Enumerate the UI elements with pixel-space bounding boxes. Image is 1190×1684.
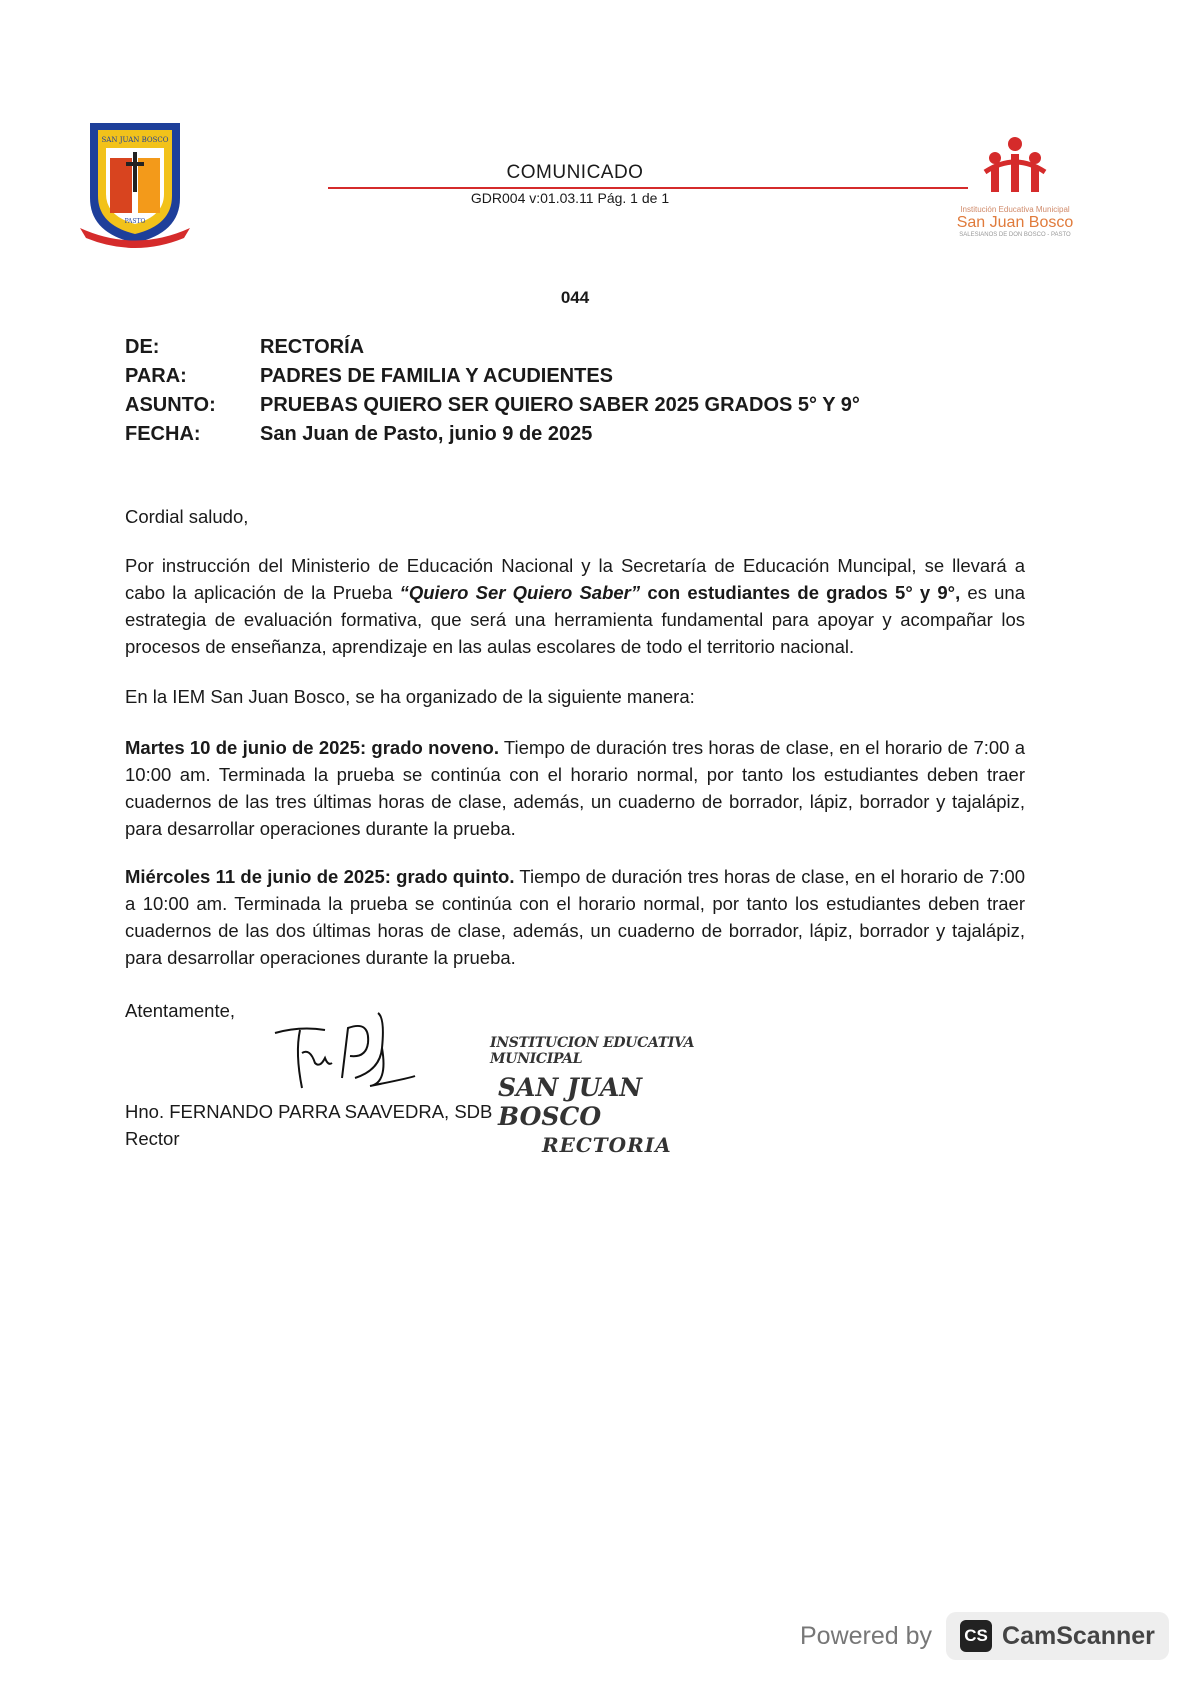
paragraph-intro (125, 552, 1025, 660)
meta-row-from (125, 336, 860, 365)
document-code: GDR004 v:01.03.11 Pág. 1 de 1 (470, 190, 670, 206)
paragraph-organization: En la IEM San Juan Bosco, se ha organizado de la siguiente manera: (125, 686, 695, 707)
rector-stamp (490, 1035, 750, 1157)
bold-span: Miércoles 11 de junio de 2025: grado quinto. (125, 866, 515, 887)
meta-value: RECTORÍA (260, 336, 365, 358)
meta-label: FECHA: (125, 423, 201, 445)
text-span: Por instrucción del Ministerio de Educación Nacional y la Secretaría de Educación Muncipal, se llevará a cabo la aplicación de la Prueba (125, 555, 1025, 603)
text-span: Tiempo de duración tres horas de clase, en el horario de 7:00 a 10:00 am. Terminada la prueba se continúa con el horario normal, por tanto los estudiantes deben traer cuadernos de las tres últimas horas de clase, además, un cuaderno de borrador, lápiz, borrador y tajalápiz, para desarrollar operaciones durante la prueba. (125, 737, 1025, 839)
signer-role: Rector (125, 1128, 180, 1149)
svg-text:SAN JUAN BOSCO: SAN JUAN BOSCO (101, 136, 169, 144)
bold-span: Martes 10 de junio de 2025: grado noveno. (125, 737, 499, 758)
text-span: es una estrategia de evaluación formativa, que será una herramienta fundamental para apoyar y acompañar los procesos de enseñanza, aprendizaje en las aulas escolares de todo el territorio nacional. (125, 582, 1026, 657)
memo-header (125, 336, 860, 452)
camscanner-icon: CS (960, 1620, 992, 1652)
closing: Atentamente, (125, 1000, 236, 1021)
meta-value: PRUEBAS QUIERO SER QUIERO SABER 2025 GRADOS 5° Y 9° (260, 394, 860, 416)
meta-label: ASUNTO: (125, 394, 216, 416)
stamp-line-office: RECTORIA (542, 1133, 672, 1157)
document-title: COMUNICADO (506, 162, 644, 183)
camscanner-watermark (800, 1608, 1169, 1664)
logo-name: San Juan Bosco (956, 214, 1074, 231)
powered-by-text: Powered by (800, 1621, 933, 1650)
meta-value: San Juan de Pasto, junio 9 de 2025 (260, 423, 593, 445)
greeting: Cordial saludo, (125, 506, 249, 527)
meta-row-subject (125, 394, 860, 423)
stamp-line-school: SAN JUAN BOSCO (498, 1073, 643, 1131)
bold-span: con estudiantes de grados 5° y 9°, (640, 582, 961, 603)
quoted-test-name: “Quiero Ser Quiero Saber” (399, 582, 641, 603)
paragraph-wednesday (125, 863, 1025, 971)
svg-text:PASTO: PASTO (124, 218, 146, 225)
text-span: Tiempo de duración tres horas de clase, en el horario de 7:00 a 10:00 am. Terminada la prueba se continúa con el horario normal, por tanto los estudiantes deben traer cuadernos de las dos últimas horas de clase, además, un cuaderno de borrador, lápiz, borrador y tajalápiz, para desarrollar operaciones durante la prueba. (125, 866, 1026, 968)
people-logo-icon (945, 132, 1085, 202)
logo-subtitle: Institución Educativa Municipal (960, 205, 1070, 214)
meta-row-to (125, 365, 860, 394)
stamp-line-institution: INSTITUCION EDUCATIVA MUNICIPAL (490, 1035, 695, 1067)
document-number: 044 (560, 288, 590, 307)
signer-name: Hno. FERNANDO PARRA SAAVEDRA, SDB (125, 1101, 493, 1122)
header-divider (328, 187, 968, 189)
meta-label: DE: (125, 336, 160, 358)
meta-value: PADRES DE FAMILIA Y ACUDIENTES (260, 365, 614, 387)
meta-row-date (125, 423, 860, 452)
signer-block (125, 1098, 492, 1152)
signature-icon (270, 1008, 420, 1098)
institution-logo (945, 132, 1085, 257)
logo-tagline: SALESIANOS DE DON BOSCO - PASTO (959, 232, 1071, 238)
paragraph-tuesday (125, 734, 1025, 842)
meta-label: PARA: (125, 365, 187, 387)
camscanner-badge (946, 1612, 1169, 1660)
school-crest-icon (80, 118, 190, 248)
camscanner-brand: CamScanner (1002, 1621, 1155, 1650)
